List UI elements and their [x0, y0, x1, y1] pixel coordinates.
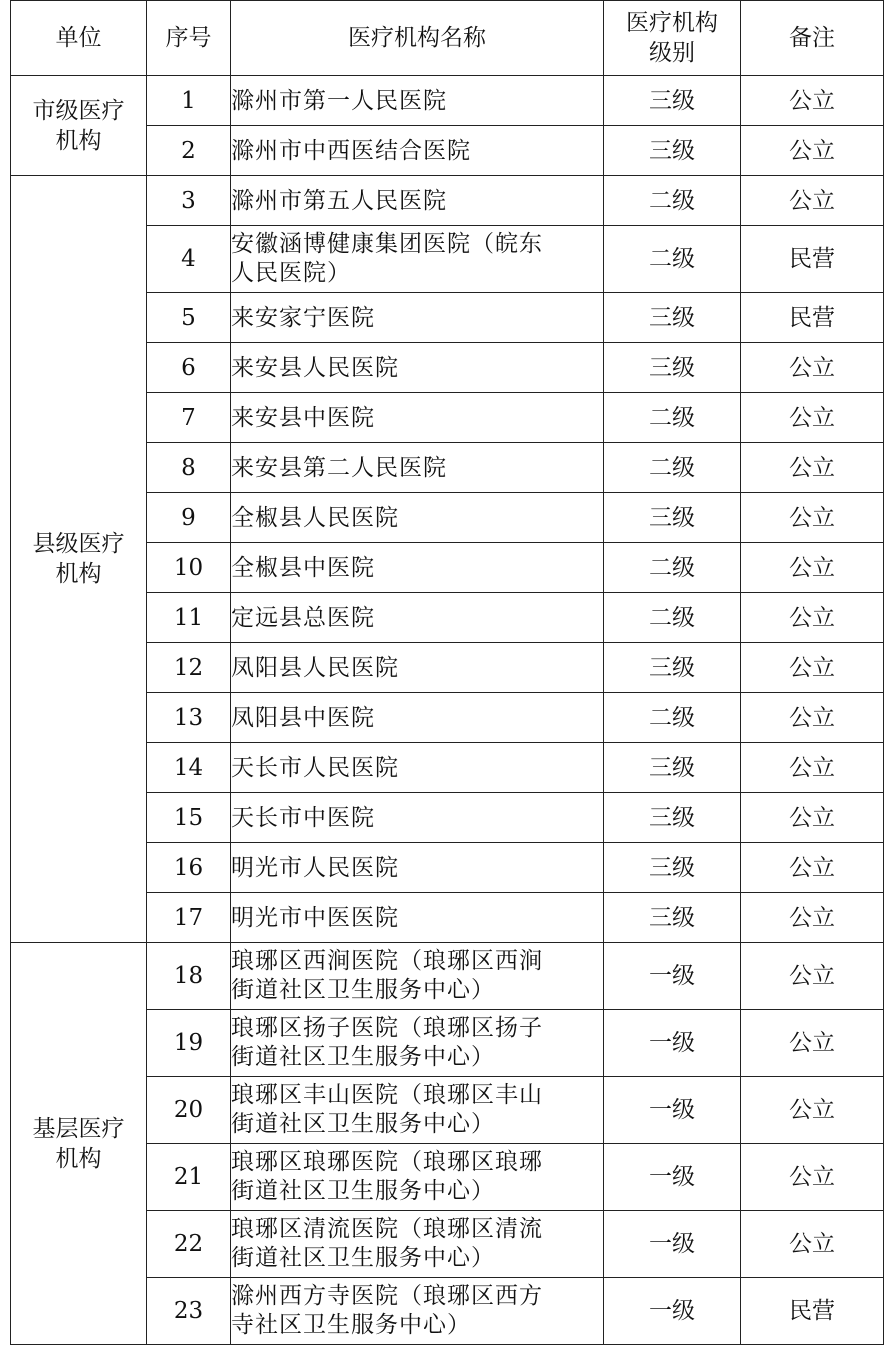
ownership-note: 公立 [741, 1211, 884, 1278]
unit-cell [11, 943, 147, 1345]
ownership-note: 公立 [741, 843, 884, 893]
institution-level: 一级 [604, 1010, 741, 1077]
row-number: 12 [147, 643, 231, 693]
row-number: 18 [147, 943, 231, 1010]
institution-name: 来安县人民医院 [231, 343, 604, 393]
row-number: 14 [147, 743, 231, 793]
ownership-note: 公立 [741, 343, 884, 393]
row-number: 2 [147, 126, 231, 176]
table-row [11, 176, 884, 226]
institution-level: 一级 [604, 1077, 741, 1144]
institution-name: 安徽涵博健康集团医院（皖东人民医院） [231, 226, 604, 293]
institution-level: 三级 [604, 293, 741, 343]
ownership-note: 公立 [741, 443, 884, 493]
institution-level: 三级 [604, 76, 741, 126]
row-number: 16 [147, 843, 231, 893]
institution-name: 滁州市中西医结合医院 [231, 126, 604, 176]
institution-name: 天长市中医院 [231, 793, 604, 843]
ownership-note: 公立 [741, 493, 884, 543]
header-note: 备注 [741, 1, 884, 76]
ownership-note: 公立 [741, 543, 884, 593]
institution-name: 来安县中医院 [231, 393, 604, 443]
ownership-note: 民营 [741, 226, 884, 293]
ownership-note: 公立 [741, 893, 884, 943]
institution-name: 全椒县人民医院 [231, 493, 604, 543]
header-number: 序号 [147, 1, 231, 76]
ownership-note: 公立 [741, 743, 884, 793]
row-number: 7 [147, 393, 231, 443]
institution-name: 全椒县中医院 [231, 543, 604, 593]
ownership-note: 公立 [741, 1077, 884, 1144]
row-number: 6 [147, 343, 231, 393]
institution-level: 三级 [604, 343, 741, 393]
header-unit: 单位 [11, 1, 147, 76]
row-number: 1 [147, 76, 231, 126]
institution-name: 凤阳县中医院 [231, 693, 604, 743]
institution-name: 凤阳县人民医院 [231, 643, 604, 693]
institution-level: 一级 [604, 1144, 741, 1211]
ownership-note: 民营 [741, 293, 884, 343]
hospital-table [10, 0, 884, 1345]
institution-level: 二级 [604, 443, 741, 493]
table-row [11, 943, 884, 1010]
row-number: 21 [147, 1144, 231, 1211]
row-number: 20 [147, 1077, 231, 1144]
row-number: 23 [147, 1278, 231, 1345]
institution-level: 一级 [604, 943, 741, 1010]
ownership-note: 公立 [741, 593, 884, 643]
unit-cell [11, 76, 147, 176]
institution-level: 三级 [604, 493, 741, 543]
row-number: 11 [147, 593, 231, 643]
institution-name: 来安家宁医院 [231, 293, 604, 343]
institution-name: 琅琊区丰山医院（琅琊区丰山街道社区卫生服务中心） [231, 1077, 604, 1144]
institution-level: 二级 [604, 543, 741, 593]
unit-label: 县级医疗机构 [32, 531, 125, 587]
institution-level: 三级 [604, 793, 741, 843]
unit-cell [11, 176, 147, 943]
ownership-note: 公立 [741, 126, 884, 176]
institution-name: 滁州市第一人民医院 [231, 76, 604, 126]
institution-name: 明光市人民医院 [231, 843, 604, 893]
institution-level: 一级 [604, 1278, 741, 1345]
institution-level: 三级 [604, 843, 741, 893]
institution-name: 来安县第二人民医院 [231, 443, 604, 493]
row-number: 3 [147, 176, 231, 226]
ownership-note: 公立 [741, 393, 884, 443]
institution-level: 二级 [604, 693, 741, 743]
institution-name: 琅琊区琅琊医院（琅琊区琅琊街道社区卫生服务中心） [231, 1144, 604, 1211]
institution-name: 天长市人民医院 [231, 743, 604, 793]
header-institution-name: 医疗机构名称 [231, 1, 604, 76]
row-number: 15 [147, 793, 231, 843]
unit-label: 市级医疗机构 [32, 97, 125, 154]
ownership-note: 公立 [741, 76, 884, 126]
institution-name: 琅琊区西涧医院（琅琊区西涧街道社区卫生服务中心） [231, 943, 604, 1010]
institution-name: 定远县总医院 [231, 593, 604, 643]
ownership-note: 公立 [741, 1010, 884, 1077]
institution-level: 二级 [604, 176, 741, 226]
row-number: 9 [147, 493, 231, 543]
institution-level: 三级 [604, 893, 741, 943]
row-number: 4 [147, 226, 231, 293]
institution-level: 二级 [604, 226, 741, 293]
institution-level: 三级 [604, 643, 741, 693]
row-number: 17 [147, 893, 231, 943]
ownership-note: 公立 [741, 693, 884, 743]
row-number: 19 [147, 1010, 231, 1077]
row-number: 13 [147, 693, 231, 743]
row-number: 22 [147, 1211, 231, 1278]
institution-level: 二级 [604, 593, 741, 643]
ownership-note: 公立 [741, 176, 884, 226]
institution-name: 琅琊区扬子医院（琅琊区扬子街道社区卫生服务中心） [231, 1010, 604, 1077]
institution-name: 琅琊区清流医院（琅琊区清流街道社区卫生服务中心） [231, 1211, 604, 1278]
table-row [11, 76, 884, 126]
table-header-row [11, 1, 884, 76]
ownership-note: 公立 [741, 643, 884, 693]
ownership-note: 公立 [741, 1144, 884, 1211]
institution-name: 滁州市第五人民医院 [231, 176, 604, 226]
ownership-note: 民营 [741, 1278, 884, 1345]
institution-level: 三级 [604, 126, 741, 176]
header-institution-level: 医疗机构级别 [604, 1, 741, 76]
institution-name: 明光市中医医院 [231, 893, 604, 943]
row-number: 5 [147, 293, 231, 343]
row-number: 8 [147, 443, 231, 493]
row-number: 10 [147, 543, 231, 593]
unit-label: 基层医疗机构 [32, 1115, 125, 1172]
institution-level: 一级 [604, 1211, 741, 1278]
ownership-note: 公立 [741, 793, 884, 843]
institution-name: 滁州西方寺医院（琅琊区西方寺社区卫生服务中心） [231, 1278, 604, 1345]
table-body [11, 76, 884, 1345]
ownership-note: 公立 [741, 943, 884, 1010]
institution-level: 三级 [604, 743, 741, 793]
institution-level: 二级 [604, 393, 741, 443]
